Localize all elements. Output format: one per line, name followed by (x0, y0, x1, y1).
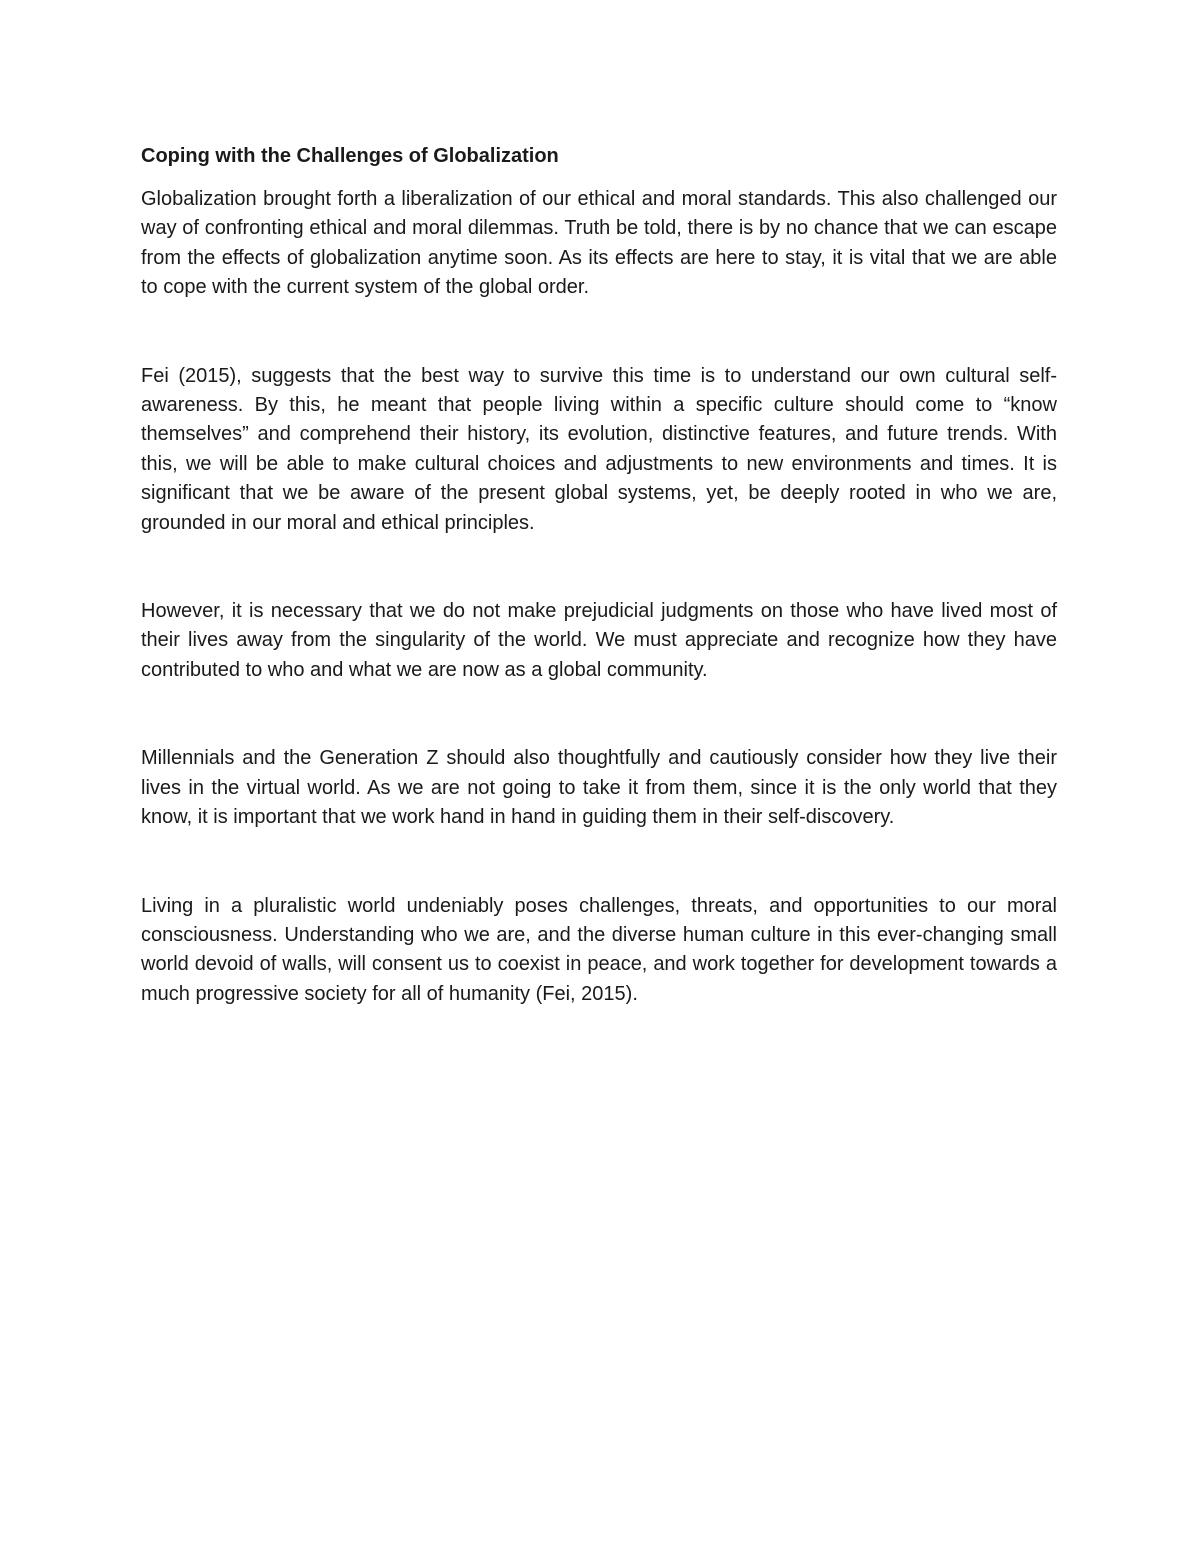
paragraph-1: Globalization brought forth a liberalization of our ethical and moral standards. This also challenged our way of confronting ethical and moral dilemmas. Truth be told, there is by no chance that we can escape from the effects of globalization anytime soon. As its effects are here to stay, it is vital that we are able to cope with the current system of the global order. (141, 188, 1057, 299)
paragraph-3: However, it is necessary that we do not make prejudicial judgments on those who have lived most of their lives away from the singularity of the world. We must appreciate and recognize how they have contributed to who and what we are now as a global community. (141, 600, 1057, 681)
document-title: Coping with the Challenges of Globalization (141, 145, 559, 167)
paragraph-5: Living in a pluralistic world undeniably poses challenges, threats, and opportunities to our moral consciousness. Understanding who we are, and the diverse human culture in this ever-changing small world devoid of walls, will consent us to coexist in peace, and work together for development towards a much progressive society for all of humanity (Fei, 2015). (141, 894, 1057, 1005)
paragraph-4: Millennials and the Generation Z should also thoughtfully and cautiously consider how they live their lives in the virtual world. As we are not going to take it from them, since it is the only world that they know, it is important that we work hand in hand in guiding them in their self-discovery. (141, 747, 1057, 829)
document-body (141, 141, 1057, 1009)
paragraph-2: Fei (2015), suggests that the best way to survive this time is to understand our own cultural self-awareness. By this, he meant that people living within a specific culture should come to “know themselves” and comprehend their history, its evolution, distinctive features, and future trends. With this, we will be able to make cultural choices and adjustments to new environments and times. It is significant that we be aware of the present global systems, yet, be deeply rooted in who we are, grounded in our moral and ethical principles. (141, 364, 1057, 534)
